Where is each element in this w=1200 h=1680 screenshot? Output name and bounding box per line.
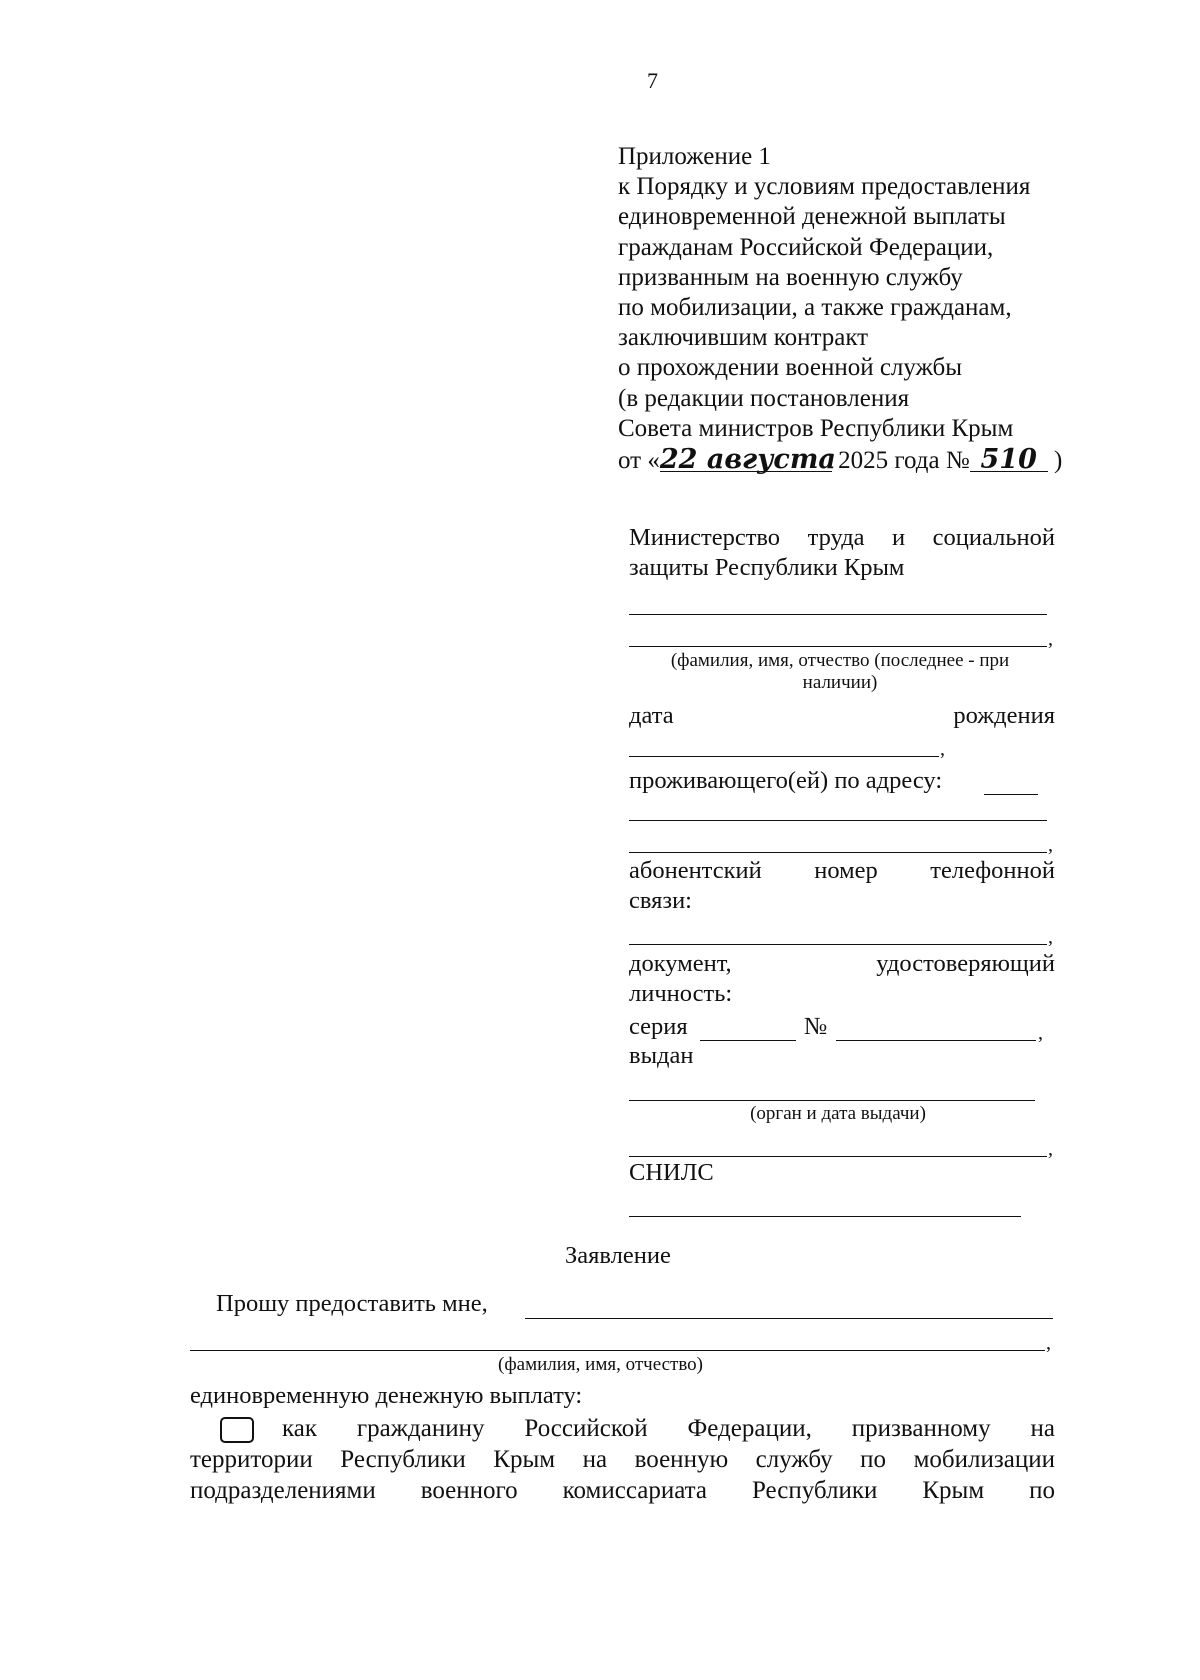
- appendix-line: заключившим контракт: [618, 324, 869, 352]
- request-name-line-2: [190, 1350, 1045, 1351]
- comma: ,: [1046, 1332, 1051, 1354]
- birth-date-line: [629, 756, 939, 757]
- appendix-line: единовременной денежной выплаты: [618, 203, 1006, 231]
- page-number: 7: [647, 68, 658, 93]
- issued-label: выдан: [629, 1042, 694, 1069]
- series-line: [700, 1040, 796, 1041]
- resolution-date-line: [618, 446, 1078, 476]
- address-line-inline: [984, 794, 1038, 795]
- option-checkbox[interactable]: [220, 1417, 254, 1443]
- appendix-header: [618, 142, 1078, 476]
- snils-line: [629, 1216, 1021, 1217]
- fio-line-1: [629, 614, 1047, 615]
- birth-date-label: дата рождения: [629, 702, 1055, 729]
- fio-caption: (фамилия, имя, отчество (последнее - при наличии): [670, 650, 1010, 693]
- series-label: серия: [629, 1013, 688, 1040]
- closing-paren: ): [1053, 447, 1063, 475]
- ministry-line-2: защиты Республики Крым: [629, 554, 905, 581]
- comma: ,: [940, 738, 945, 760]
- fio-caption-short: (фамилия, имя, отчество): [498, 1354, 704, 1375]
- phone-line: [629, 944, 1047, 945]
- handwritten-number: 510: [970, 449, 1048, 472]
- appendix-line: Совета министров Республики Крым: [618, 414, 1014, 442]
- fio-line-2: [629, 646, 1047, 647]
- appendix-line: к Порядку и условиям предоставления: [618, 173, 1031, 201]
- option1-line-1: как гражданину Российской Федерации, призванному на: [282, 1415, 1055, 1442]
- snils-label: СНИЛС: [629, 1159, 714, 1186]
- comma: ,: [1048, 926, 1053, 948]
- number-line: [836, 1040, 1036, 1041]
- request-text: Прошу предоставить мне,: [216, 1290, 488, 1317]
- statement-title: Заявление: [565, 1242, 671, 1269]
- comma: ,: [1048, 834, 1053, 856]
- appendix-line: (в редакции постановления: [618, 384, 910, 412]
- handwritten-date: 22 августа: [659, 444, 836, 476]
- issuer-line: [629, 1100, 1035, 1101]
- option1-line-3: подразделениями военного комиссариата Республики Крым по: [190, 1477, 1055, 1504]
- date-prefix: от «: [618, 447, 660, 475]
- issuer-caption: (орган и дата выдачи): [750, 1103, 926, 1124]
- appendix-line: Приложение 1: [618, 143, 771, 170]
- comma: ,: [1038, 1022, 1043, 1044]
- ministry-name: [629, 524, 1055, 582]
- appendix-line: призванным на военную службу: [618, 263, 963, 291]
- issuer-line-2: [629, 1156, 1047, 1157]
- address-label: проживающего(ей) по адресу:: [629, 767, 943, 794]
- appendix-line: гражданам Российской Федерации,: [618, 233, 994, 261]
- appendix-line: о прохождении военной службы: [618, 354, 963, 382]
- request-name-line: [525, 1318, 1053, 1319]
- number-label: №: [804, 1013, 828, 1040]
- year-text: 2025 года №: [838, 447, 970, 475]
- ministry-line-1: Министерство труда и социальной: [629, 524, 1055, 551]
- comma: ,: [1048, 1138, 1053, 1160]
- address-line-2: [629, 852, 1047, 853]
- comma: ,: [1048, 628, 1053, 650]
- phone-label: абонентский номер телефонной связи:: [629, 857, 1055, 914]
- identity-document-label: документ, удостоверяющий личность:: [629, 950, 1055, 1007]
- address-line-1: [629, 820, 1047, 821]
- appendix-line: по мобилизации, а также гражданам,: [618, 294, 1012, 322]
- payment-text: единовременную денежную выплату:: [190, 1382, 583, 1409]
- option1-line-2: территории Республики Крым на военную службу по мобилизации: [190, 1446, 1055, 1473]
